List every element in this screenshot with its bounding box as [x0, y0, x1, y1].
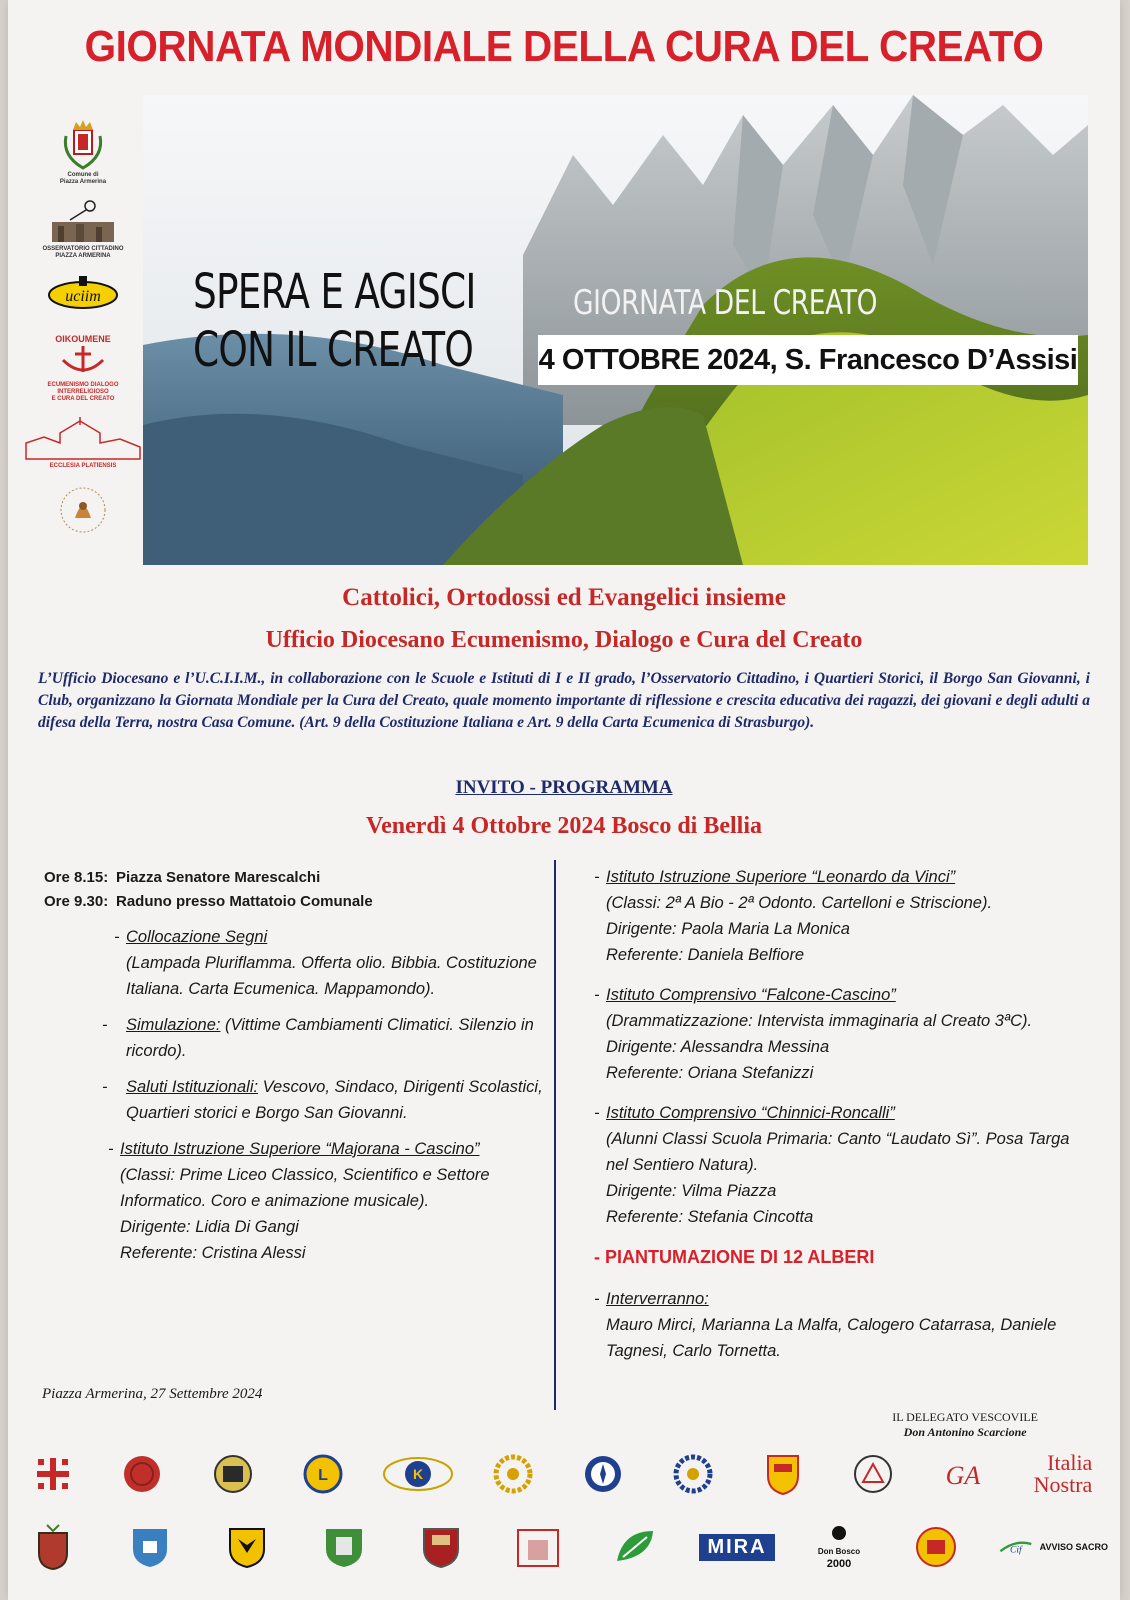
- schedule-time: Ore 8.15:: [44, 869, 109, 886]
- item-dirigente: Dirigente: Alessandra Messina: [606, 1038, 830, 1056]
- main-title: GIORNATA MONDIALE DELLA CURA DEL CREATO: [84, 22, 1044, 71]
- subtitle-churches: Cattolici, Ortodossi ed Evangelici insieme: [342, 584, 786, 611]
- item-head: Interverranno:: [606, 1290, 709, 1308]
- club-badge-icon: [198, 1448, 268, 1500]
- hero-image: [143, 95, 1088, 565]
- oikoumene-icon: [53, 330, 113, 380]
- schedule-text: Raduno presso Mattatoio Comunale: [116, 893, 373, 910]
- intro-paragraph: L’Ufficio Diocesano e l’U.C.I.I.M., in collaborazione con le Scuole e Istituti di I e II grado, l’Osservatorio Cittadino, i Quartieri Storici, il Borgo San Giovanni, i Club, organizzano la Giornata Mondiale per la Cura del Creato, quale momento importante di riflessione e crescita educativa dei ragazzi, dei giovani e degli adulti a difesa della Terra, nostra Casa Comune. (Art. 9 della Costituzione Italiana e Art. 9 della Carta Ecumenica di Strasburgo).: [38, 670, 1090, 731]
- ucim-logo: [22, 274, 144, 316]
- delegato-title: IL DELEGATO VESCOVILE: [892, 1410, 1038, 1424]
- schedule-time: Ore 9.30:: [44, 893, 109, 910]
- svg-text:Cif: Cif: [1010, 1545, 1022, 1556]
- program-item: - Interverranno: Mauro Mirci, Marianna La Malfa, Calogero Catarrasa, Daniele Tagnesi, Carlo Tornetta.: [594, 1286, 1094, 1364]
- mira-text: MIRA: [699, 1534, 774, 1561]
- italia-text: Italia: [1047, 1450, 1093, 1475]
- slogan-line2: CON IL CREATO: [193, 322, 474, 378]
- program-item: - Istituto Comprensivo “Chinnici-Roncalli” (Alunni Classi Scuola Primaria: Canto “Laudato Sì”. Posa Targa nel Sentiero Natura). Dirigente: Vilma Piazza Referente: Stefania Cincotta: [594, 1100, 1094, 1230]
- scout-circle-icon: [838, 1448, 908, 1500]
- kiwanis-icon: [378, 1448, 458, 1500]
- blue-shield-icon: [115, 1521, 185, 1573]
- item-head: Istituto Istruzione Superiore “Majorana - Cascino”: [120, 1140, 480, 1158]
- ecclesia-caption: ECCLESIA PLATIENSIS: [49, 463, 117, 469]
- jerusalem-cross-icon: [18, 1448, 88, 1500]
- item-body: Mauro Mirci, Marianna La Malfa, Calogero Catarrasa, Daniele Tagnesi, Carlo Tornetta.: [606, 1316, 1057, 1360]
- item-referente: Referente: Stefania Cincotta: [606, 1208, 814, 1226]
- item-referente: Referente: Cristina Alessi: [120, 1244, 306, 1262]
- place-date: Piazza Armerina, 27 Settembre 2024: [42, 1386, 263, 1402]
- compass-badge-icon: [568, 1448, 638, 1500]
- item-referente: Referente: Daniela Belfiore: [606, 946, 805, 964]
- oikoumene-word: OIKOUMENE: [55, 334, 111, 344]
- program-item: - Istituto Istruzione Superiore “Leonardo da Vinci” (Classi: 2ª A Bio - 2ª Odonto. Cartelloni e Striscione). Dirigente: Paola Maria La Monica Referente: Daniela Belfiore: [594, 864, 1094, 968]
- sponsor-row-2: [18, 1512, 1108, 1582]
- green-shield-icon: [309, 1521, 379, 1573]
- slogan: [193, 263, 476, 379]
- schedule-row: [44, 890, 544, 914]
- program-item: - Saluti Istituzionali: Vescovo, Sindaco, Dirigenti Scolastici, Quartieri storici e Borgo San Giovanni.: [102, 1078, 543, 1122]
- oikoumene-logo: [22, 330, 144, 403]
- delegato-name: Don Antonino Scarcione: [903, 1425, 1027, 1439]
- oikoumene-caption: ECUMENISMO DIALOGO INTERRELIGIOSO E CURA DEL CREATO: [47, 382, 119, 402]
- item-dirigente: Dirigente: Paola Maria La Monica: [606, 920, 850, 938]
- sponsor-row-1: [18, 1446, 1108, 1502]
- copat-badge-icon: [901, 1521, 971, 1573]
- item-head: Saluti Istituzionali:: [126, 1078, 259, 1096]
- program-item: - Simulazione: (Vittime Cambiamenti Climatici. Silenzio in ricordo).: [102, 1016, 534, 1060]
- ucim-icon: [45, 274, 121, 316]
- poster: [8, 0, 1120, 1600]
- item-head: Simulazione:: [126, 1016, 221, 1034]
- rotary-icon: [478, 1448, 548, 1500]
- mira-logo: [697, 1521, 777, 1573]
- wax-seal-icon: [108, 1448, 178, 1500]
- green-leaf-icon: [600, 1521, 670, 1573]
- nostra-text: Nostra: [1033, 1472, 1093, 1497]
- program-item: - Istituto Comprensivo “Falcone-Cascino” (Drammatizzazione: Intervista immaginaria al Creato 3ªC). Dirigente: Alessandra Messina Referente: Oriana Stefanizzi: [594, 982, 1094, 1086]
- ga-logo: [928, 1448, 998, 1500]
- crest-icon: [60, 116, 106, 170]
- bishop-crest-icon: [18, 1521, 88, 1573]
- subtitle-office: Ufficio Diocesano Ecumenismo, Dialogo e Cura del Creato: [265, 627, 863, 653]
- lions-icon: [288, 1448, 358, 1500]
- item-head: Collocazione Segni: [126, 928, 268, 946]
- svg-text:L: L: [318, 1467, 328, 1484]
- program-right: [594, 864, 1094, 1378]
- don-bosco-text: Don Bosco: [817, 1546, 861, 1556]
- don-bosco-logo: [804, 1521, 874, 1573]
- item-body: (Drammatizzazione: Intervista immaginaria al Creato 3ªC).: [606, 1012, 1033, 1030]
- premio-logo: [22, 484, 144, 536]
- slogan-line1: SPERA E AGISCI: [193, 264, 476, 320]
- don-bosco-year: 2000: [826, 1557, 852, 1570]
- premio-icon: [57, 484, 109, 536]
- item-body: Vescovo, Sindaco, Dirigenti Scolastici, Quartieri storici e Borgo San Giovanni.: [126, 1078, 543, 1122]
- item-referente: Referente: Oriana Stefanizzi: [606, 1064, 814, 1082]
- item-body: (Alunni Classi Scuola Primaria: Canto “Laudato Sì”. Posa Targa nel Sentiero Natura).: [606, 1130, 1070, 1174]
- program-left: [44, 866, 544, 1266]
- italia-nostra-logo: [1018, 1448, 1108, 1500]
- signature-block: [892, 1410, 1038, 1440]
- item-body: (Lampada Pluriflamma. Offerta olio. Bibbia. Costituzione Italiana. Carta Ecumenica. Mappamondo).: [126, 954, 537, 998]
- item-head: Istituto Istruzione Superiore “Leonardo da Vinci”: [606, 868, 956, 886]
- cif-logo: [998, 1521, 1108, 1573]
- event-line: Venerdì 4 Ottobre 2024 Bosco di Bellia: [366, 813, 762, 839]
- item-body: (Classi: 2ª A Bio - 2ª Odonto. Cartelloni e Striscione).: [606, 894, 993, 912]
- observatory-icon: [48, 200, 118, 244]
- eagle-shield-icon: [212, 1521, 282, 1573]
- ecclesia-logo: [22, 417, 144, 470]
- shield-badge-icon: [748, 1448, 818, 1500]
- observatory-logo: [22, 200, 144, 260]
- comune-logo: [22, 116, 144, 186]
- piantumazione: - PIANTUMAZIONE DI 12 ALBERI: [594, 1247, 875, 1267]
- hero-subtitle: GIORNATA DEL CREATO: [573, 283, 878, 323]
- item-head: Istituto Comprensivo “Falcone-Cascino”: [606, 986, 896, 1004]
- program-item: - Collocazione Segni (Lampada Pluriflamma. Offerta olio. Bibbia. Costituzione Italiana. Carta Ecumenica. Mappamondo).: [114, 924, 544, 1002]
- cif-icon: [998, 1532, 1034, 1562]
- item-dirigente: Dirigente: Vilma Piazza: [606, 1182, 777, 1200]
- column-divider: [554, 860, 556, 1410]
- comune-caption: Comune di Piazza Armerina: [59, 172, 107, 185]
- item-head: Istituto Comprensivo “Chinnici-Roncalli”: [606, 1104, 895, 1122]
- castle-badge-icon: [503, 1521, 573, 1573]
- schedule-row: [44, 866, 544, 890]
- avviso-sacro: AVVISO SACRO: [1039, 1542, 1108, 1552]
- svg-text:K: K: [412, 1466, 424, 1482]
- don-bosco-icon: [827, 1525, 851, 1543]
- observatory-caption: OSSERVATORIO CITTADINO PIAZZA ARMERINA: [42, 246, 124, 259]
- item-dirigente: Dirigente: Lidia Di Gangi: [120, 1218, 299, 1236]
- svg-text:uciim: uciim: [65, 288, 101, 305]
- church-icon: [24, 417, 142, 461]
- date-banner: 4 OTTOBRE 2024, S. Francesco D’Assisi: [538, 335, 1078, 385]
- item-body: (Classi: Prime Liceo Classico, Scientifico e Settore Informatico. Coro e animazione musicale).: [120, 1166, 490, 1210]
- red-crest-icon: [406, 1521, 476, 1573]
- rotaract-icon: [658, 1448, 728, 1500]
- invito-heading: INVITO - PROGRAMMA: [455, 777, 673, 798]
- program-item: - Istituto Istruzione Superiore “Majorana - Cascino” (Classi: Prime Liceo Classico, Scientifico e Settore Informatico. Coro e animazione musicale). Dirigente: Lidia Di Gangi Referente: Cristina Alessi: [108, 1136, 544, 1266]
- ga-text: GA: [945, 1461, 981, 1490]
- left-logos: [22, 116, 144, 550]
- schedule-text: Piazza Senatore Marescalchi: [116, 869, 321, 886]
- item-body: (Vittime Cambiamenti Climatici. Silenzio in ricordo).: [126, 1016, 534, 1060]
